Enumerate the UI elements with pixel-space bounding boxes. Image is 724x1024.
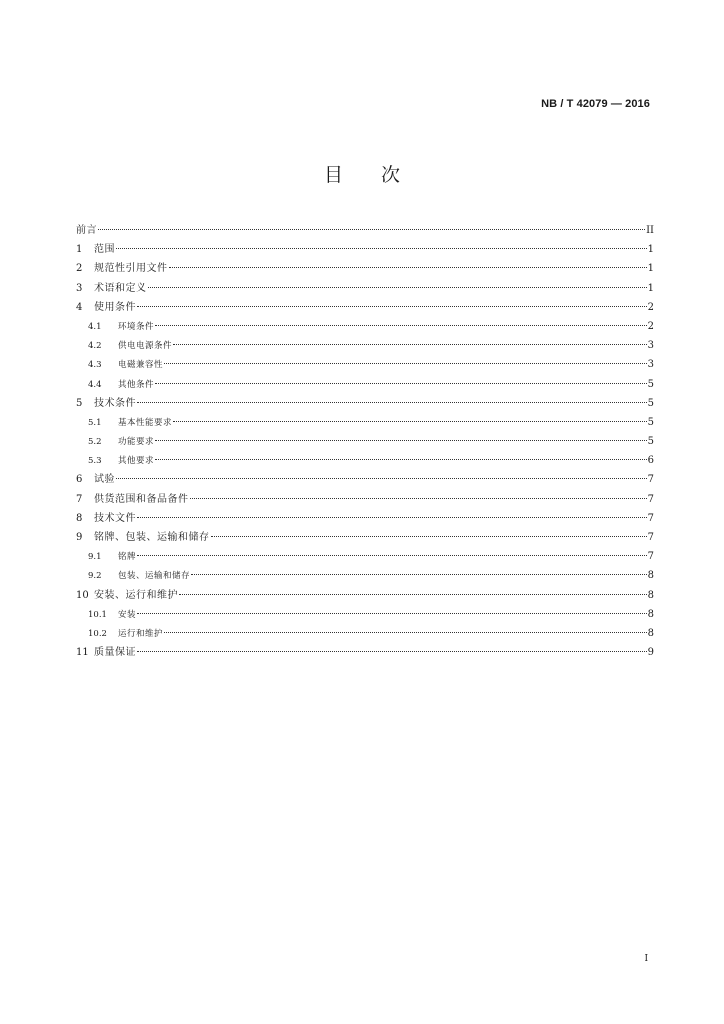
toc-entry-title: 其他条件: [118, 379, 155, 390]
toc-entry-page: 8: [647, 627, 654, 639]
toc-entry-page: 2: [647, 301, 654, 313]
toc-entry-page: 8: [647, 570, 654, 582]
toc-entry-number: 5.1: [88, 417, 102, 428]
toc-entry-title: 包装、运输和储存: [118, 571, 191, 582]
toc-leader-dots: [137, 555, 647, 556]
toc-leader-dots: [179, 594, 647, 595]
toc-entry-page: 5: [647, 436, 654, 448]
toc-entry-number: 7: [76, 493, 83, 505]
toc-entry-page: 7: [647, 512, 654, 524]
toc-entry[interactable]: [76, 451, 654, 470]
toc-entry-page: 2: [647, 320, 654, 332]
toc-leader-dots: [137, 613, 647, 614]
toc-leader-dots: [148, 287, 647, 288]
toc-leader-dots: [164, 632, 647, 633]
toc-entry-number: 8: [76, 512, 83, 524]
toc-entry-title: 电磁兼容性: [118, 360, 164, 371]
toc-entry[interactable]: [76, 355, 654, 374]
toc-entry[interactable]: [76, 432, 654, 451]
table-of-contents: [76, 221, 654, 662]
toc-entry[interactable]: [76, 605, 654, 624]
toc-entry[interactable]: [76, 375, 654, 394]
toc-entry-page: II: [646, 225, 654, 236]
toc-entry[interactable]: [76, 566, 654, 585]
toc-leader-dots: [116, 248, 647, 249]
toc-leader-dots: [190, 498, 647, 499]
toc-entry-page: 3: [647, 340, 654, 352]
toc-entry-page: 3: [647, 359, 654, 371]
toc-leader-dots: [173, 421, 647, 422]
toc-entry-title: 技术条件: [94, 397, 136, 409]
toc-leader-dots: [173, 344, 647, 345]
toc-entry[interactable]: [76, 259, 654, 278]
toc-leader-dots: [164, 363, 647, 364]
toc-entry-number: 5.3: [88, 456, 102, 467]
page-title: 目次: [323, 164, 438, 186]
toc-leader-dots: [155, 325, 647, 326]
toc-entry-page: 1: [647, 282, 654, 294]
toc-entry[interactable]: [76, 490, 654, 509]
toc-entry-number: 5: [76, 397, 83, 409]
toc-entry-title: 规范性引用文件: [94, 263, 168, 275]
toc-entry[interactable]: [76, 528, 654, 547]
toc-entry-number: 4.1: [88, 321, 102, 332]
toc-entry-page: 9: [647, 647, 654, 659]
toc-entry-title: 术语和定义: [94, 282, 147, 294]
toc-entry[interactable]: [76, 509, 654, 528]
toc-entry-number: 2: [76, 263, 83, 275]
toc-entry-title: 运行和维护: [118, 628, 164, 639]
toc-entry[interactable]: [76, 643, 654, 662]
toc-entry-page: 8: [647, 589, 654, 601]
toc-entry-title: 供货范围和备品备件: [94, 493, 189, 505]
toc-entry[interactable]: [76, 547, 654, 566]
toc-entry-title: 前言: [76, 225, 97, 236]
toc-entry-number: 9.2: [88, 571, 102, 582]
toc-entry[interactable]: [76, 336, 654, 355]
toc-entry[interactable]: [76, 586, 654, 605]
toc-leader-dots: [155, 440, 647, 441]
toc-entry-title: 其他要求: [118, 456, 155, 467]
toc-entry-number: 9.1: [88, 552, 102, 563]
toc-leader-dots: [169, 267, 647, 268]
toc-entry-title: 安装、运行和维护: [94, 589, 178, 601]
toc-entry-title: 基本性能要求: [118, 417, 173, 428]
toc-leader-dots: [137, 651, 647, 652]
toc-entry-title: 供电电源条件: [118, 341, 173, 352]
toc-entry-title: 安装: [118, 609, 137, 620]
toc-entry-number: 4.4: [88, 379, 102, 390]
toc-entry-title: 技术文件: [94, 512, 136, 524]
toc-leader-dots: [211, 536, 647, 537]
toc-leader-dots: [137, 306, 647, 307]
toc-entry-number: 11: [76, 647, 89, 659]
toc-entry[interactable]: [76, 279, 654, 298]
toc-entry-page: 7: [647, 474, 654, 486]
toc-entry-page: 7: [647, 493, 654, 505]
toc-entry[interactable]: [76, 470, 654, 489]
toc-entry-page: 8: [647, 608, 654, 620]
toc-entry[interactable]: [76, 317, 654, 336]
toc-leader-dots: [137, 517, 647, 518]
toc-entry-page: 5: [647, 416, 654, 428]
toc-entry-page: 5: [647, 397, 654, 409]
toc-entry[interactable]: [76, 413, 654, 432]
toc-leader-dots: [137, 402, 647, 403]
toc-entry-number: 4.3: [88, 360, 102, 371]
toc-entry-number: 9: [76, 532, 83, 543]
toc-entry-page: 6: [647, 455, 654, 467]
toc-entry[interactable]: [76, 394, 654, 413]
toc-entry-title: 使用条件: [94, 301, 136, 313]
toc-entry-number: 4: [76, 301, 83, 313]
toc-entry-page: 1: [647, 244, 654, 256]
toc-entry-title: 功能要求: [118, 437, 155, 448]
toc-entry-number: 3: [76, 282, 83, 294]
toc-entry-title: 铭牌、包装、运输和储存: [94, 532, 210, 543]
toc-leader-dots: [98, 229, 645, 230]
toc-leader-dots: [155, 383, 647, 384]
toc-leader-dots: [116, 478, 647, 479]
toc-entry-number: 1: [76, 244, 83, 256]
toc-entry-number: 10: [76, 589, 89, 601]
toc-entry-number: 5.2: [88, 437, 102, 448]
toc-leader-dots: [155, 459, 647, 460]
toc-entry-number: 6: [76, 474, 83, 486]
toc-entry-title: 试验: [94, 474, 115, 486]
page-number: I: [644, 954, 648, 964]
toc-entry-number: 4.2: [88, 341, 102, 352]
toc-entry[interactable]: [76, 624, 654, 643]
toc-entry-page: 5: [647, 378, 654, 390]
toc-entry-page: 7: [647, 532, 654, 543]
toc-leader-dots: [191, 574, 647, 575]
toc-entry-number: 10.2: [88, 628, 107, 639]
toc-entry[interactable]: [76, 240, 654, 259]
toc-entry-title: 质量保证: [94, 647, 136, 659]
toc-entry-title: 范围: [94, 244, 115, 256]
toc-entry-title: 铭牌: [118, 552, 137, 563]
toc-entry[interactable]: [76, 221, 654, 240]
toc-entry-title: 环境条件: [118, 321, 155, 332]
toc-entry[interactable]: [76, 298, 654, 317]
toc-entry-page: 1: [647, 263, 654, 275]
toc-entry-page: 7: [647, 551, 654, 563]
standard-number: NB / T 42079 — 2016: [541, 98, 650, 110]
toc-entry-number: 10.1: [88, 609, 107, 620]
